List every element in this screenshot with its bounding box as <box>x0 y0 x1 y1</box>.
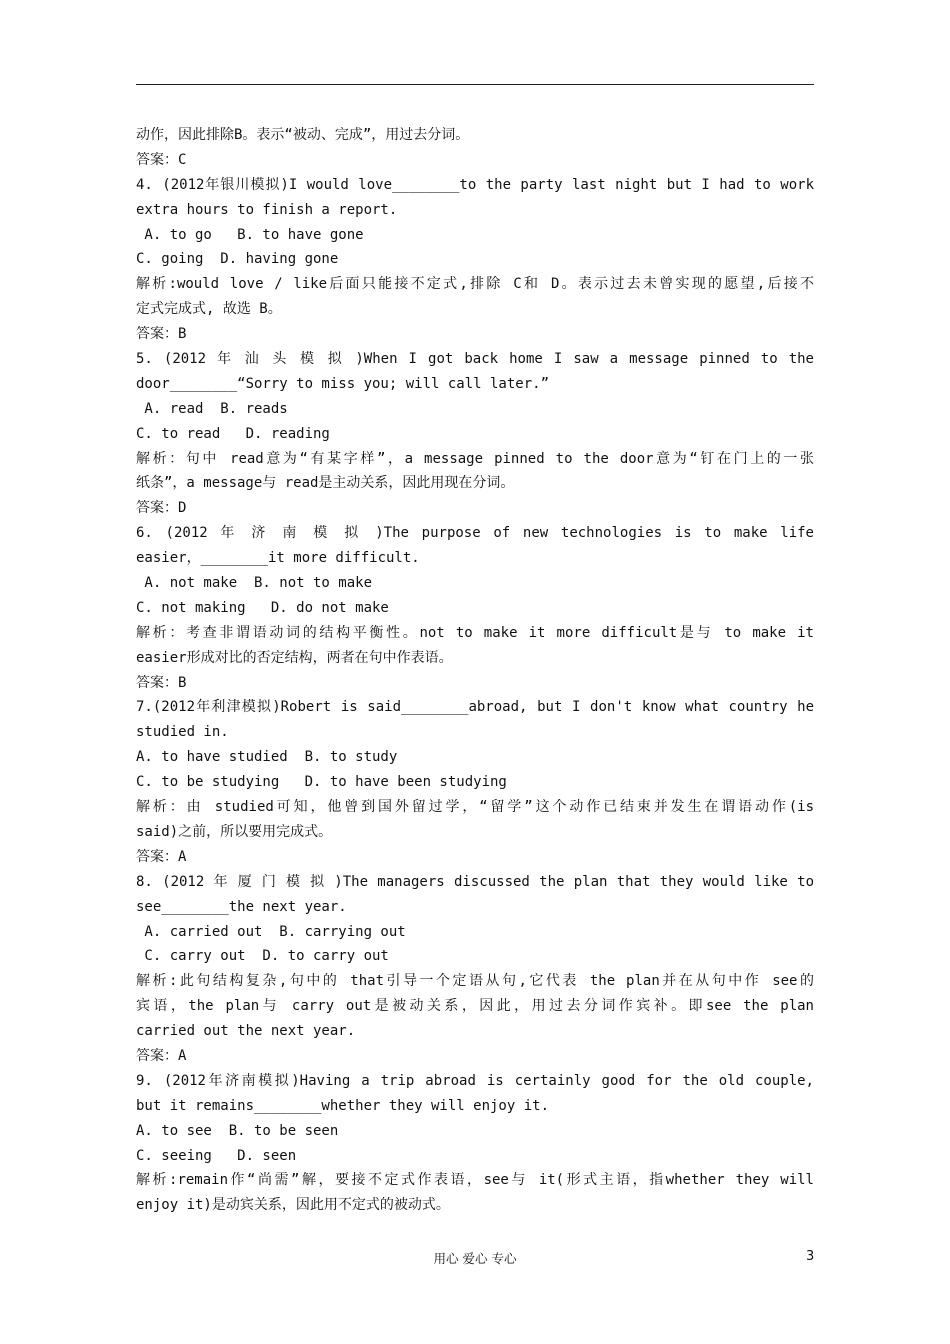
text-line: C. carry out D. to carry out <box>136 948 389 965</box>
text-line: A. not make B. not to make <box>136 575 373 592</box>
text-line: 7.(2012年利津模拟)Robert is said________abroad, but I don't know what country he <box>136 699 814 716</box>
text-line: 答案：A <box>136 848 187 865</box>
text-line: C. to read D. reading <box>136 425 330 442</box>
text-line: 答案：C <box>136 151 187 168</box>
text-line: 解析:remain作“尚需”解，要接不定式作表语，see与 it(形式主语，指whether they will <box>136 1172 814 1189</box>
text-line: A. carried out B. carrying out <box>136 923 406 940</box>
header-rule <box>136 84 814 85</box>
text-line: 6. (2012 年 济 南 模 拟 )The purpose of new technologies is to make life <box>136 525 814 542</box>
text-line: C. seeing D. seen <box>136 1147 297 1164</box>
text-line: 8. (2012 年 厦 门 模 拟 )The managers discussed the plan that they would like to <box>136 873 814 890</box>
text-line: easier形成对比的否定结构，两者在句中作表语。 <box>136 649 453 666</box>
document-body <box>136 123 814 1218</box>
text-line: 9. (2012年济南模拟)Having a trip abroad is certainly good for the old couple, <box>136 1072 814 1089</box>
text-line: 解析：由 studied可知，他曾到国外留过学，“留学”这个动作已结束并发生在谓语动作(is <box>136 799 814 816</box>
page-number: 3 <box>806 1249 815 1264</box>
text-line: 5. (2012 年 汕 头 模 拟 )When I got back home I saw a message pinned to the <box>136 351 814 368</box>
text-line: 解析:would love / like后面只能接不定式,排除 C和 D。表示过去未曾实现的愿望,后接不 <box>136 276 814 293</box>
text-line: 4. (2012年银川模拟)I would love________to the party last night but I had to work <box>136 176 814 193</box>
text-line: 答案：B <box>136 326 187 343</box>
text-line: C. going D. having gone <box>136 251 339 268</box>
text-line: C. to be studying D. to have been studying <box>136 774 507 791</box>
text-line: 答案：B <box>136 674 187 691</box>
text-line: extra hours to finish a report. <box>136 201 398 218</box>
footer-slogan: 用心 爱心 专心 <box>433 1251 517 1266</box>
text-line: A. to have studied B. to study <box>136 749 398 766</box>
text-line: see________the next year. <box>136 898 347 915</box>
text-line: 解析:此句结构复杂,句中的 that引导一个定语从句,它代表 the plan并在从句中作 see的 <box>136 973 814 990</box>
text-line: 解析：考查非谓语动词的结构平衡性。not to make it more difficult是与 to make it <box>136 624 814 641</box>
text-line: enjoy it)是动宾关系，因此用不定式的被动式。 <box>136 1197 450 1214</box>
text-line: studied in. <box>136 724 229 741</box>
text-line: easier，________it more difficult. <box>136 550 420 567</box>
text-line: A. to see B. to be seen <box>136 1122 339 1139</box>
text-line: said)之前，所以要用完成式。 <box>136 823 333 840</box>
text-line: carried out the next year. <box>136 1023 356 1040</box>
text-line: but it remains________whether they will enjoy it. <box>136 1097 550 1114</box>
text-line: 解析：句中 read意为“有某字样”，a message pinned to the door意为“钉在门上的一张 <box>136 450 814 467</box>
text-line: door________“Sorry to miss you; will call later.” <box>136 375 550 392</box>
text-line: 答案：A <box>136 1047 187 1064</box>
text-line: C. not making D. do not make <box>136 599 389 616</box>
text-line: 动作，因此排除B。表示“被动、完成”，用过去分词。 <box>136 127 470 143</box>
text-line: 定式完成式, 故选 B。 <box>136 301 282 318</box>
text-line: 答案：D <box>136 500 187 517</box>
text-line: A. read B. reads <box>136 400 288 417</box>
text-line: A. to go B. to have gone <box>136 226 364 243</box>
text-line: 纸条”，a message与 read是主动关系，因此用现在分词。 <box>136 475 515 492</box>
text-line: 宾语，the plan与 carry out是被动关系，因此，用过去分词作宾补。即see the plan <box>136 998 814 1015</box>
